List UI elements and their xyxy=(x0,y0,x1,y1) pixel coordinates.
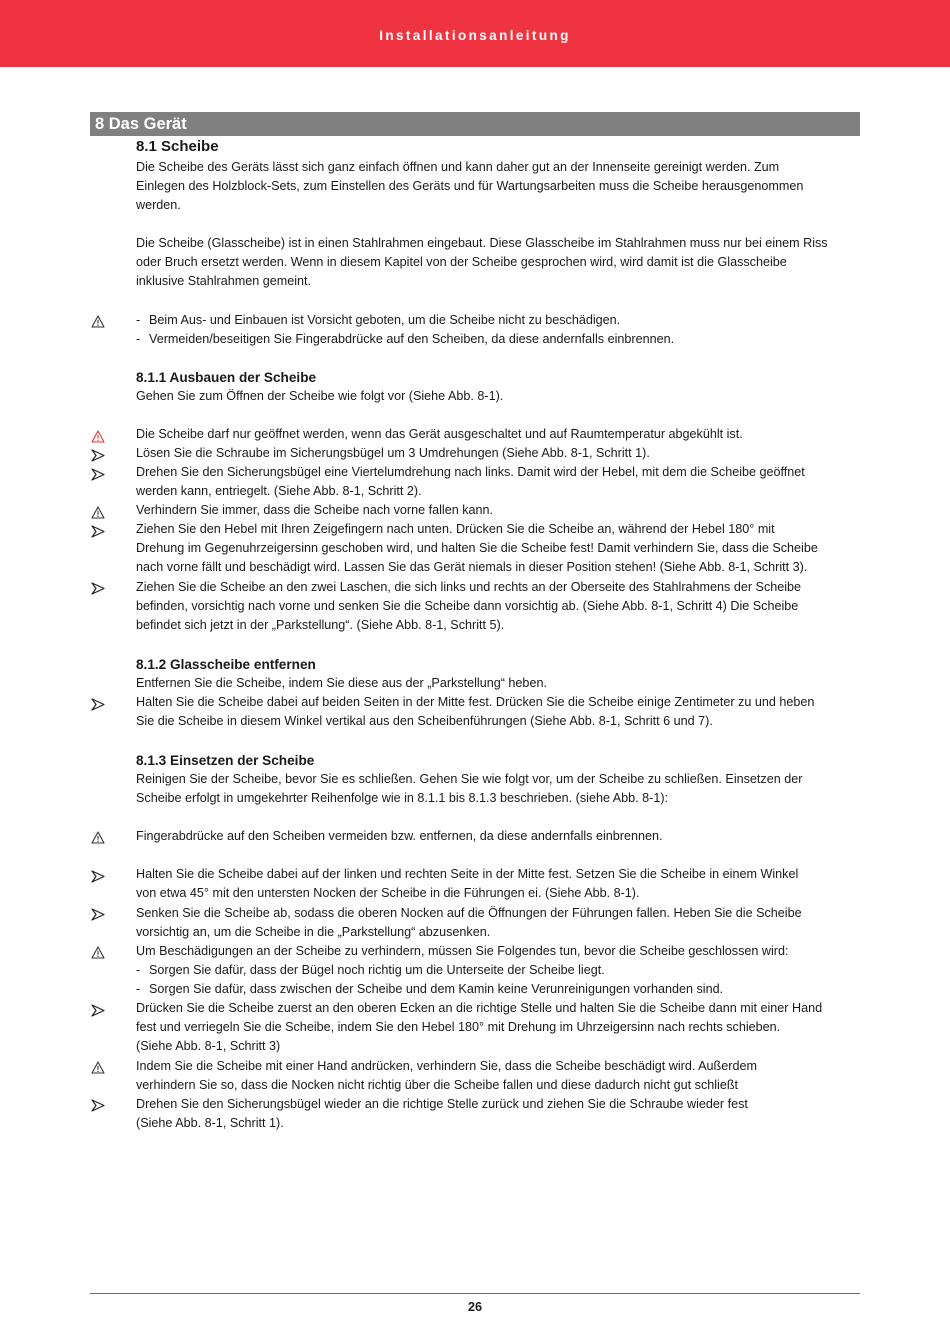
paragraph-line: Reinigen Sie der Scheibe, bevor Sie es schließen. Gehen Sie wie folgt vor, um der Scheibe zu schließen. Einsetzen der xyxy=(136,772,803,786)
step-text: von etwa 45° mit den untersten Nocken der Scheibe in die Führungen ei. (Siehe Abb. 8-1). xyxy=(136,886,640,900)
arrowhead-bullet-icon xyxy=(90,906,106,922)
paragraph-line: werden. xyxy=(136,198,181,212)
note-text: Sorgen Sie dafür, dass der Bügel noch richtig um die Unterseite der Scheibe liegt. xyxy=(149,963,605,977)
warning-triangle-icon xyxy=(90,944,106,960)
heading-8-1-1: 8.1.1 Ausbauen der Scheibe xyxy=(136,370,317,385)
warning-text: Um Beschädigungen an der Scheibe zu verhindern, müssen Sie Folgendes tun, bevor die Scheibe geschlossen wird: xyxy=(136,944,789,958)
step-text: vorsichtig an, um die Scheibe in die „Parkstellung“ abzusenken. xyxy=(136,925,491,939)
warning-triangle-icon xyxy=(90,829,106,845)
warning-text: Indem Sie die Scheibe mit einer Hand andrücken, verhindern Sie, dass die Scheibe beschädigt wird. Außerdem xyxy=(136,1059,757,1073)
arrowhead-bullet-icon xyxy=(90,696,106,712)
step-text: Drehen Sie den Sicherungsbügel wieder an die richtige Stelle zurück und ziehen Sie die Schraube wieder fest xyxy=(136,1097,748,1111)
dash-bullet: - xyxy=(136,313,141,327)
danger-text: Die Scheibe darf nur geöffnet werden, wenn das Gerät ausgeschaltet und auf Raumtemperatur abgekühlt ist. xyxy=(136,427,743,441)
header-title: Installationsanleitung xyxy=(379,28,571,43)
step-text: (Siehe Abb. 8-1, Schritt 1). xyxy=(136,1116,284,1130)
heading-8-1-2: 8.1.2 Glasscheibe entfernen xyxy=(136,657,316,672)
footer-rule xyxy=(90,1293,860,1294)
paragraph-line: Scheibe erfolgt in umgekehrter Reihenfolge wie in 8.1.1 bis 8.1.3 beschrieben. (siehe Abb. 8-1): xyxy=(136,791,669,805)
dash-note xyxy=(136,961,862,980)
paragraph-line: Entfernen Sie die Scheibe, indem Sie diese aus der „Parkstellung“ heben. xyxy=(136,676,547,690)
dash-bullet: - xyxy=(136,332,141,346)
dash-bullet: - xyxy=(136,982,141,996)
step-text: Ziehen Sie die Scheibe an den zwei Laschen, die sich links und rechts an der Oberseite des Stahlrahmens der Scheibe xyxy=(136,580,802,594)
warning-triangle-icon xyxy=(90,313,106,329)
note-text: Beim Aus- und Einbauen ist Vorsicht geboten, um die Scheibe nicht zu beschädigen. xyxy=(149,313,621,327)
warning-triangle-icon xyxy=(90,504,106,520)
arrowhead-bullet-icon xyxy=(90,580,106,596)
step-text: Drücken Sie die Scheibe zuerst an den oberen Ecken an die richtige Stelle und halten Sie die Scheibe dann mit einer Hand xyxy=(136,1001,823,1015)
step-text: Drehung im Gegenuhrzeigersinn geschoben wird, und halten Sie die Scheibe fest! Damit verhindern Sie, dass die Scheibe xyxy=(136,541,818,555)
dash-note xyxy=(136,980,862,999)
paragraph-line: Die Scheibe (Glasscheibe) ist in einen Stahlrahmen eingebaut. Diese Glasscheibe im Stahlrahmen muss nur bei einem Riss xyxy=(136,236,828,250)
dash-bullet: - xyxy=(136,963,141,977)
dash-note xyxy=(136,311,862,330)
arrowhead-bullet-icon xyxy=(90,868,106,884)
dash-note xyxy=(136,330,862,349)
arrowhead-bullet-icon xyxy=(90,447,106,463)
warning-text: Verhindern Sie immer, dass die Scheibe nach vorne fallen kann. xyxy=(136,503,494,517)
step-text: (Siehe Abb. 8-1, Schritt 3) xyxy=(136,1039,281,1053)
step-text: befinden, vorsichtig nach vorne und senken Sie die Scheibe dann vorsichtig ab. (Siehe Abb. 8-1, Schritt 4) Die Scheibe xyxy=(136,599,799,613)
page-number: 26 xyxy=(467,1300,482,1314)
arrowhead-bullet-icon xyxy=(90,523,106,539)
step-text: Halten Sie die Scheibe dabei auf beiden Seiten in der Mitte fest. Drücken Sie die Scheibe einige Zentimeter zu und heben xyxy=(136,695,815,709)
step-text: befindet sich jetzt in der „Parkstellung“. (Siehe Abb. 8-1, Schritt 5). xyxy=(136,618,505,632)
step-text: fest und verriegeln Sie die Scheibe, indem Sie den Hebel 180° mit Drehung im Uhrzeigersinn nach rechts schieben. xyxy=(136,1020,781,1034)
paragraph-line: Gehen Sie zum Öffnen der Scheibe wie folgt vor (Siehe Abb. 8-1). xyxy=(136,389,504,403)
paragraph-line: Die Scheibe des Geräts lässt sich ganz einfach öffnen und kann daher gut an der Innenseite gereinigt werden. Zum xyxy=(136,160,780,174)
step-text: Ziehen Sie den Hebel mit Ihren Zeigefingern nach unten. Drücken Sie die Scheibe an, während der Hebel 180° mit xyxy=(136,522,775,536)
arrowhead-bullet-icon xyxy=(90,466,106,482)
heading-8-1-3: 8.1.3 Einsetzen der Scheibe xyxy=(136,753,315,768)
step-text: nach vorne fällt und beschädigt wird. Lassen Sie das Gerät niemals in dieser Position stehen! (Siehe Abb. 8-1, Schritt 3). xyxy=(136,560,808,574)
heading-8-1: 8.1 Scheibe xyxy=(136,138,219,155)
danger-triangle-icon xyxy=(90,428,106,444)
step-text: Drehen Sie den Sicherungsbügel eine Viertelumdrehung nach links. Damit wird der Hebel, mit dem die Scheibe geöffnet xyxy=(136,465,805,479)
paragraph-line: Einlegen des Holzblock-Sets, zum Einstellen des Geräts und für Wartungsarbeiten muss die Scheibe herausgenommen xyxy=(136,179,804,193)
paragraph-line: inklusive Stahlrahmen gemeint. xyxy=(136,274,312,288)
step-text: werden kann, entriegelt. (Siehe Abb. 8-1, Schritt 2). xyxy=(136,484,422,498)
warning-text: Fingerabdrücke auf den Scheiben vermeiden bzw. entfernen, da diese andernfalls einbrennen. xyxy=(136,829,663,843)
note-text: Sorgen Sie dafür, dass zwischen der Scheibe und dem Kamin keine Verunreinigungen vorhanden sind. xyxy=(149,982,724,996)
step-text: Halten Sie die Scheibe dabei auf der linken und rechten Seite in der Mitte fest. Setzen Sie die Scheibe in einem Winkel xyxy=(136,867,799,881)
arrowhead-bullet-icon xyxy=(90,1097,106,1113)
warning-text: verhindern Sie so, dass die Nocken nicht richtig über die Scheibe fallen und diese dadurch nicht gut schließt xyxy=(136,1078,739,1092)
step-text: Lösen Sie die Schraube im Sicherungsbügel um 3 Umdrehungen (Siehe Abb. 8-1, Schritt 1). xyxy=(136,446,650,460)
note-text: Vermeiden/beseitigen Sie Fingerabdrücke auf den Scheiben, da diese andernfalls einbrennen. xyxy=(149,332,675,346)
section-title: 8 Das Gerät xyxy=(90,112,860,136)
arrowhead-bullet-icon xyxy=(90,1002,106,1018)
step-text: Senken Sie die Scheibe ab, sodass die oberen Nocken auf die Öffnungen der Führungen fallen. Heben Sie die Scheibe xyxy=(136,906,802,920)
warning-triangle-icon xyxy=(90,1059,106,1075)
paragraph-line: oder Bruch ersetzt werden. Wenn in diesem Kapitel von der Scheibe gesprochen wird, wird damit ist die Glasscheibe xyxy=(136,255,787,269)
step-text: Sie die Scheibe in diesem Winkel vertikal aus den Scheibenführungen (Siehe Abb. 8-1, Schritt 6 und 7). xyxy=(136,714,713,728)
